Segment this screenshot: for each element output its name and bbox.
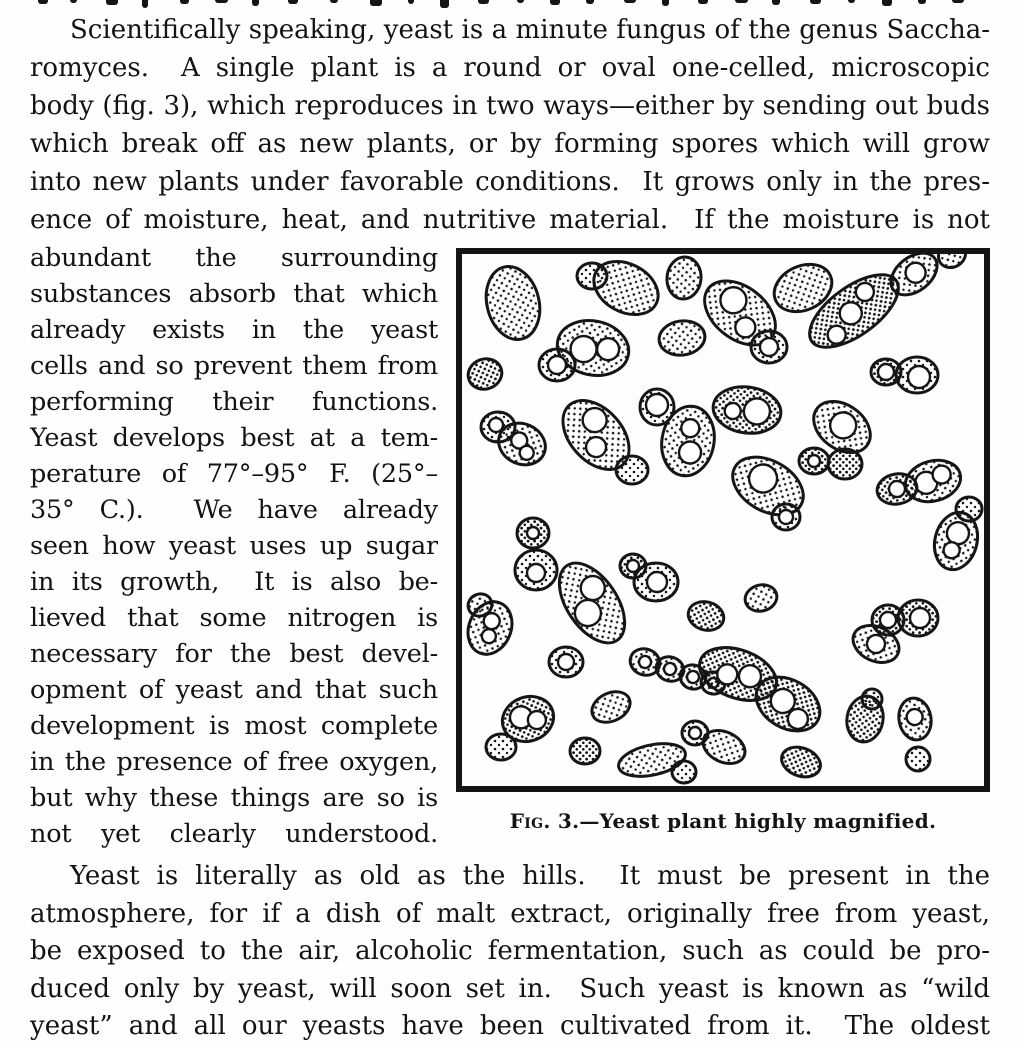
text-line: into new plants under favorable conditions. It grows only in the pres- bbox=[30, 167, 990, 197]
text-line: abundant the surrounding bbox=[30, 243, 438, 273]
remnant-mark bbox=[142, 0, 148, 8]
yeast-cell bbox=[772, 504, 800, 530]
yeast-cell bbox=[549, 647, 583, 677]
cell-vacuole bbox=[558, 654, 574, 670]
remnant-mark bbox=[288, 0, 298, 4]
text-line: development is most complete bbox=[30, 711, 438, 741]
yeast-cell bbox=[906, 747, 930, 771]
cell-vacuole bbox=[910, 608, 930, 628]
remnant-mark bbox=[772, 0, 780, 5]
remnant-mark bbox=[478, 0, 489, 4]
yeast-illustration bbox=[456, 248, 990, 792]
yeast-cell bbox=[799, 448, 829, 474]
yeast-cell bbox=[616, 456, 648, 484]
text-line: which break off as new plants, or by forming spores which will grow bbox=[30, 129, 990, 159]
remnant-mark bbox=[106, 0, 118, 5]
text-line: romyces. A single plant is a round or oval one-celled, microscopic bbox=[30, 53, 990, 83]
cell-vacuole bbox=[527, 527, 539, 539]
text-line: Scientifically speaking, yeast is a minute fungus of the genus Saccha- bbox=[70, 15, 990, 45]
cell-vacuole bbox=[689, 727, 701, 739]
yeast-cell bbox=[672, 761, 696, 783]
yeast-cell bbox=[517, 518, 549, 548]
text-line: necessary for the best devel- bbox=[30, 639, 438, 669]
text-line: lieved that some nitrogen is bbox=[30, 603, 438, 633]
text-line: Yeast develops best at a tem- bbox=[30, 423, 438, 453]
remnant-mark bbox=[810, 0, 821, 4]
text-line: in the presence of free oxygen, bbox=[30, 747, 438, 777]
text-line: yeast” and all our yeasts have been cultivated from it. The oldest bbox=[30, 1011, 990, 1041]
remnant-mark bbox=[38, 0, 48, 4]
text-line: opment of yeast and that such bbox=[30, 675, 438, 705]
yeast-cell bbox=[570, 738, 600, 764]
remnant-mark bbox=[370, 0, 382, 6]
cell-vacuole bbox=[646, 394, 668, 416]
remnant-mark bbox=[882, 0, 892, 6]
text-line: in its growth, It is also be- bbox=[30, 567, 438, 597]
cell-vacuole bbox=[527, 564, 545, 582]
cell-vacuole bbox=[888, 480, 907, 499]
cell-vacuole bbox=[548, 356, 566, 374]
text-line: atmosphere, for if a dish of malt extract, originally free from yeast, bbox=[30, 898, 990, 929]
clipped-text-remnants bbox=[30, 0, 990, 11]
remnant-mark bbox=[624, 0, 636, 3]
text-line: ence of moisture, heat, and nutritive material. If the moisture is not bbox=[30, 205, 990, 235]
text-line: body (fig. 3), which reproduces in two ways—either by sending out buds bbox=[30, 91, 990, 121]
remnant-mark bbox=[215, 0, 228, 3]
figure-caption bbox=[456, 809, 990, 833]
mid-section bbox=[30, 240, 990, 852]
yeast-cell bbox=[751, 331, 787, 363]
text-line: substances absorb that which bbox=[30, 279, 438, 309]
yeast-cell bbox=[828, 449, 862, 479]
paragraph-left-column bbox=[30, 240, 438, 852]
yeast-cell bbox=[634, 563, 678, 601]
remnant-mark bbox=[662, 0, 669, 6]
remnant-mark bbox=[918, 0, 926, 4]
remnant-mark bbox=[70, 0, 77, 3]
cell-vacuole bbox=[905, 708, 924, 727]
cell-vacuole bbox=[760, 338, 778, 356]
cell-vacuole bbox=[724, 402, 742, 420]
yeast-cell bbox=[486, 734, 516, 760]
cell-vacuole bbox=[647, 572, 667, 592]
remnant-mark bbox=[330, 0, 338, 3]
text-line: not yet clearly understood. bbox=[30, 819, 438, 849]
cell-vacuole bbox=[908, 366, 930, 388]
text-line: seen how yeast uses up sugar bbox=[30, 531, 438, 561]
remnant-mark bbox=[550, 0, 560, 5]
cell-vacuole bbox=[880, 612, 896, 628]
remnant-mark bbox=[952, 0, 964, 3]
text-line: Yeast is literally as old as the hills. It must be present in the bbox=[70, 861, 990, 891]
cell-vacuole bbox=[878, 364, 894, 380]
text-line: be exposed to the air, alcoholic fermentation, such as could be pro- bbox=[30, 936, 990, 966]
figure-caption-text: —Yeast plant highly magnified. bbox=[579, 809, 937, 833]
remnant-mark bbox=[517, 0, 524, 3]
remnant-mark bbox=[698, 0, 708, 4]
yeast-cell bbox=[515, 550, 557, 590]
cell-vacuole bbox=[808, 455, 820, 467]
text-line: perature of 77°–95° F. (25°– bbox=[30, 459, 438, 489]
text-line: already exists in the yeast bbox=[30, 315, 438, 345]
remnant-mark bbox=[440, 0, 449, 8]
remnant-mark bbox=[586, 0, 594, 4]
remnant-mark bbox=[848, 0, 855, 3]
figure-yeast-cells bbox=[456, 248, 990, 833]
cell-vacuole bbox=[779, 510, 793, 524]
remnant-mark bbox=[408, 0, 414, 4]
remnant-mark bbox=[735, 0, 748, 3]
paragraph-bottom bbox=[30, 858, 990, 1046]
figure-caption-prefix: Fig. 3. bbox=[509, 809, 580, 833]
text-line: duced only by yeast, will soon set in. Such yeast is known as “wild bbox=[30, 973, 990, 1004]
paragraph-top bbox=[30, 11, 990, 239]
remnant-mark bbox=[252, 0, 259, 6]
text-line: 35° C.). We have already bbox=[30, 495, 438, 525]
yeast-cell bbox=[898, 600, 938, 636]
text-line: but why these things are so is bbox=[30, 783, 438, 813]
text-line: performing their functions. bbox=[30, 387, 438, 417]
yeast-cell bbox=[896, 357, 938, 393]
remnant-mark bbox=[180, 0, 189, 4]
yeast-cell bbox=[539, 349, 575, 381]
text-line: cells and so prevent them from bbox=[30, 351, 438, 381]
